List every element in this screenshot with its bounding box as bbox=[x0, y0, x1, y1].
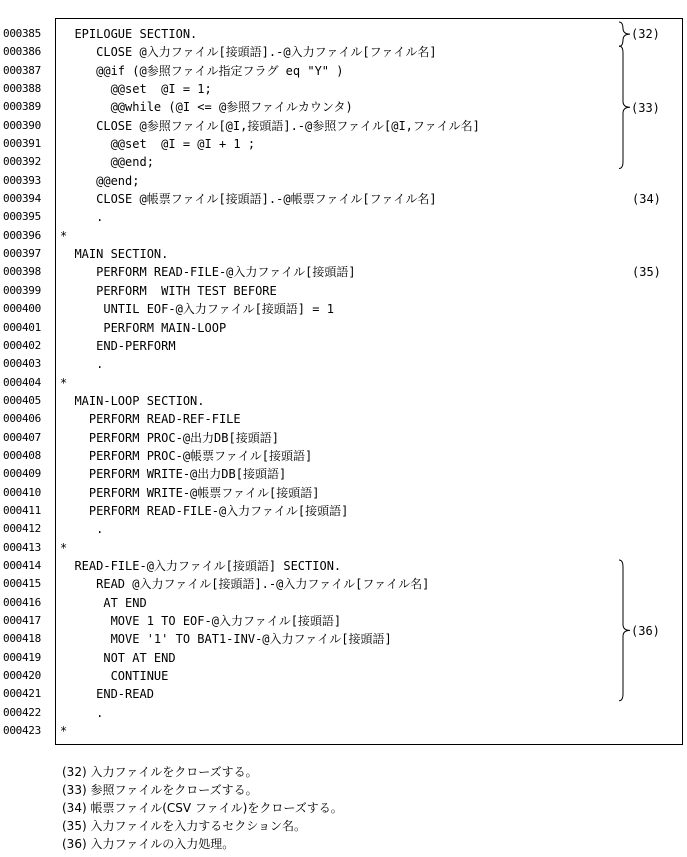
code-line bbox=[0, 208, 687, 226]
code-line bbox=[0, 539, 687, 557]
code-text: READ @入力ファイル[接頭語].-@入力ファイル[ファイル名] bbox=[60, 577, 430, 592]
code-text: * bbox=[60, 375, 68, 390]
code-text: MAIN-LOOP SECTION. bbox=[60, 393, 205, 408]
code-line bbox=[0, 410, 687, 428]
line-number: 000412 bbox=[3, 522, 41, 536]
code-line bbox=[0, 392, 687, 410]
code-line bbox=[0, 649, 687, 667]
code-text: . bbox=[60, 522, 104, 537]
line-number: 000423 bbox=[3, 724, 41, 738]
code-line bbox=[0, 465, 687, 483]
code-line bbox=[0, 282, 687, 300]
code-line bbox=[0, 484, 687, 502]
line-number: 000397 bbox=[3, 247, 41, 261]
line-number: 000387 bbox=[3, 63, 41, 77]
code-line bbox=[0, 667, 687, 685]
line-number: 000405 bbox=[3, 393, 41, 407]
line-number: 000386 bbox=[3, 45, 41, 59]
brace-label: (33) bbox=[631, 100, 660, 115]
code-text: MOVE 1 TO EOF-@入力ファイル[接頭語] bbox=[60, 614, 342, 628]
code-line bbox=[0, 355, 687, 373]
line-number: 000421 bbox=[3, 687, 41, 701]
code-line bbox=[0, 502, 687, 520]
code-line bbox=[0, 447, 687, 465]
code-line bbox=[0, 172, 687, 190]
code-line bbox=[0, 612, 687, 630]
code-line bbox=[0, 557, 687, 575]
brace-label: (32) bbox=[631, 27, 660, 42]
line-number: 000389 bbox=[3, 100, 41, 114]
code-text: CLOSE @参照ファイル[@I,接頭語].-@参照ファイル[@I,ファイル名] bbox=[60, 118, 480, 133]
line-number: 000418 bbox=[3, 632, 41, 646]
code-line bbox=[0, 300, 687, 318]
code-line bbox=[0, 43, 687, 61]
line-number: 000395 bbox=[3, 210, 41, 224]
code-line bbox=[0, 594, 687, 612]
code-text: PERFORM READ-FILE-@入力ファイル[接頭語] bbox=[60, 503, 349, 518]
code-line bbox=[0, 722, 687, 740]
code-text: @@end; bbox=[60, 173, 140, 188]
line-number: 000388 bbox=[3, 82, 41, 96]
line-number: 000413 bbox=[3, 540, 41, 554]
line-number: 000417 bbox=[3, 614, 41, 627]
code-text: CLOSE @帳票ファイル[接頭語].-@帳票ファイル[ファイル名] bbox=[60, 192, 437, 207]
code-text: . bbox=[60, 210, 104, 225]
code-text: MAIN SECTION. bbox=[60, 247, 169, 262]
code-text: @@while (@I <= @参照ファイルカウンタ) bbox=[60, 100, 353, 115]
code-text: . bbox=[60, 357, 104, 372]
code-text: @@end; bbox=[60, 155, 154, 170]
line-number: 000407 bbox=[3, 430, 41, 444]
code-text: PERFORM READ-FILE-@入力ファイル[接頭語] bbox=[60, 265, 356, 280]
code-text: EPILOGUE SECTION. bbox=[60, 27, 198, 41]
line-number: 000406 bbox=[3, 412, 41, 426]
code-text: READ-FILE-@入力ファイル[接頭語] SECTION. bbox=[60, 558, 342, 573]
line-number: 000394 bbox=[3, 192, 41, 206]
line-number: 000396 bbox=[3, 228, 41, 242]
code-line bbox=[0, 704, 687, 722]
code-line bbox=[0, 630, 687, 648]
code-text: * bbox=[60, 228, 68, 243]
code-line bbox=[0, 135, 687, 153]
code-line bbox=[0, 190, 687, 208]
line-number: 000385 bbox=[3, 27, 41, 40]
code-line bbox=[0, 227, 687, 245]
code-text: * bbox=[60, 724, 68, 739]
code-text: UNTIL EOF-@入力ファイル[接頭語] = 1 bbox=[60, 302, 334, 317]
code-text: END-READ bbox=[60, 687, 154, 702]
code-line bbox=[0, 263, 687, 281]
callout-label: (34) bbox=[632, 192, 661, 207]
code-text: PERFORM PROC-@出力DB[接頭語] bbox=[60, 430, 279, 445]
line-number: 000403 bbox=[3, 357, 41, 371]
line-number: 000402 bbox=[3, 338, 41, 352]
footnote: (32) 入力ファイルをクローズする。 bbox=[62, 765, 258, 779]
code-line bbox=[0, 374, 687, 392]
code-line bbox=[0, 117, 687, 135]
code-text: @@if (@参照ファイル指定フラグ eq "Y" ) bbox=[60, 63, 344, 78]
line-number: 000408 bbox=[3, 448, 41, 462]
code-text: CLOSE @入力ファイル[接頭語].-@入力ファイル[ファイル名] bbox=[60, 45, 437, 60]
code-text: CONTINUE bbox=[60, 669, 169, 684]
line-number: 000392 bbox=[3, 155, 41, 169]
code-text: PERFORM MAIN-LOOP bbox=[60, 320, 227, 335]
code-text: PERFORM WRITE-@出力DB[接頭語] bbox=[60, 467, 287, 482]
line-number: 000411 bbox=[3, 503, 41, 517]
line-number: 000393 bbox=[3, 173, 41, 187]
code-text: * bbox=[60, 540, 68, 555]
line-number: 000400 bbox=[3, 302, 41, 316]
line-number: 000410 bbox=[3, 485, 41, 499]
code-text: NOT AT END bbox=[60, 650, 176, 665]
line-number: 000390 bbox=[3, 118, 41, 132]
code-text: MOVE '1' TO BAT1-INV-@入力ファイル[接頭語] bbox=[60, 632, 392, 647]
footnote: (34) 帳票ファイル(CSV ファイル)をクローズする。 bbox=[62, 801, 343, 815]
line-number: 000420 bbox=[3, 669, 41, 683]
code-line bbox=[0, 319, 687, 337]
line-number: 000409 bbox=[3, 467, 41, 481]
footnote: (33) 参照ファイルをクローズする。 bbox=[62, 783, 258, 797]
code-text: PERFORM READ-REF-FILE bbox=[60, 412, 241, 427]
code-text: AT END bbox=[60, 595, 147, 610]
code-line bbox=[0, 62, 687, 80]
code-listing bbox=[0, 25, 687, 740]
line-number: 000416 bbox=[3, 595, 41, 609]
line-number: 000391 bbox=[3, 137, 41, 151]
code-text: END-PERFORM bbox=[60, 338, 176, 353]
code-line bbox=[0, 520, 687, 538]
footnote: (35) 入力ファイルを入力するセクション名。 bbox=[62, 819, 306, 833]
line-number: 000422 bbox=[3, 705, 41, 719]
line-number: 000399 bbox=[3, 283, 41, 297]
line-number: 000414 bbox=[3, 558, 41, 572]
code-line bbox=[0, 337, 687, 355]
line-number: 000419 bbox=[3, 650, 41, 664]
line-number: 000398 bbox=[3, 265, 41, 279]
code-line bbox=[0, 245, 687, 263]
code-text: PERFORM PROC-@帳票ファイル[接頭語] bbox=[60, 448, 313, 463]
brace-label: (36) bbox=[631, 623, 660, 638]
code-line bbox=[0, 685, 687, 703]
callout-label: (35) bbox=[632, 265, 661, 280]
footnote: (36) 入力ファイルの入力処理。 bbox=[62, 837, 235, 851]
code-line bbox=[0, 25, 687, 43]
code-line bbox=[0, 429, 687, 447]
code-line bbox=[0, 80, 687, 98]
code-text: @@set @I = @I + 1 ; bbox=[60, 137, 256, 152]
code-line bbox=[0, 575, 687, 593]
code-text: PERFORM WITH TEST BEFORE bbox=[60, 283, 277, 298]
code-line bbox=[0, 98, 687, 116]
line-number: 000415 bbox=[3, 577, 41, 591]
code-text: . bbox=[60, 705, 104, 720]
line-number: 000404 bbox=[3, 375, 41, 389]
code-line bbox=[0, 153, 687, 171]
line-number: 000401 bbox=[3, 320, 41, 334]
footnotes bbox=[62, 763, 343, 853]
code-text: PERFORM WRITE-@帳票ファイル[接頭語] bbox=[60, 485, 320, 500]
code-text: @@set @I = 1; bbox=[60, 82, 212, 97]
